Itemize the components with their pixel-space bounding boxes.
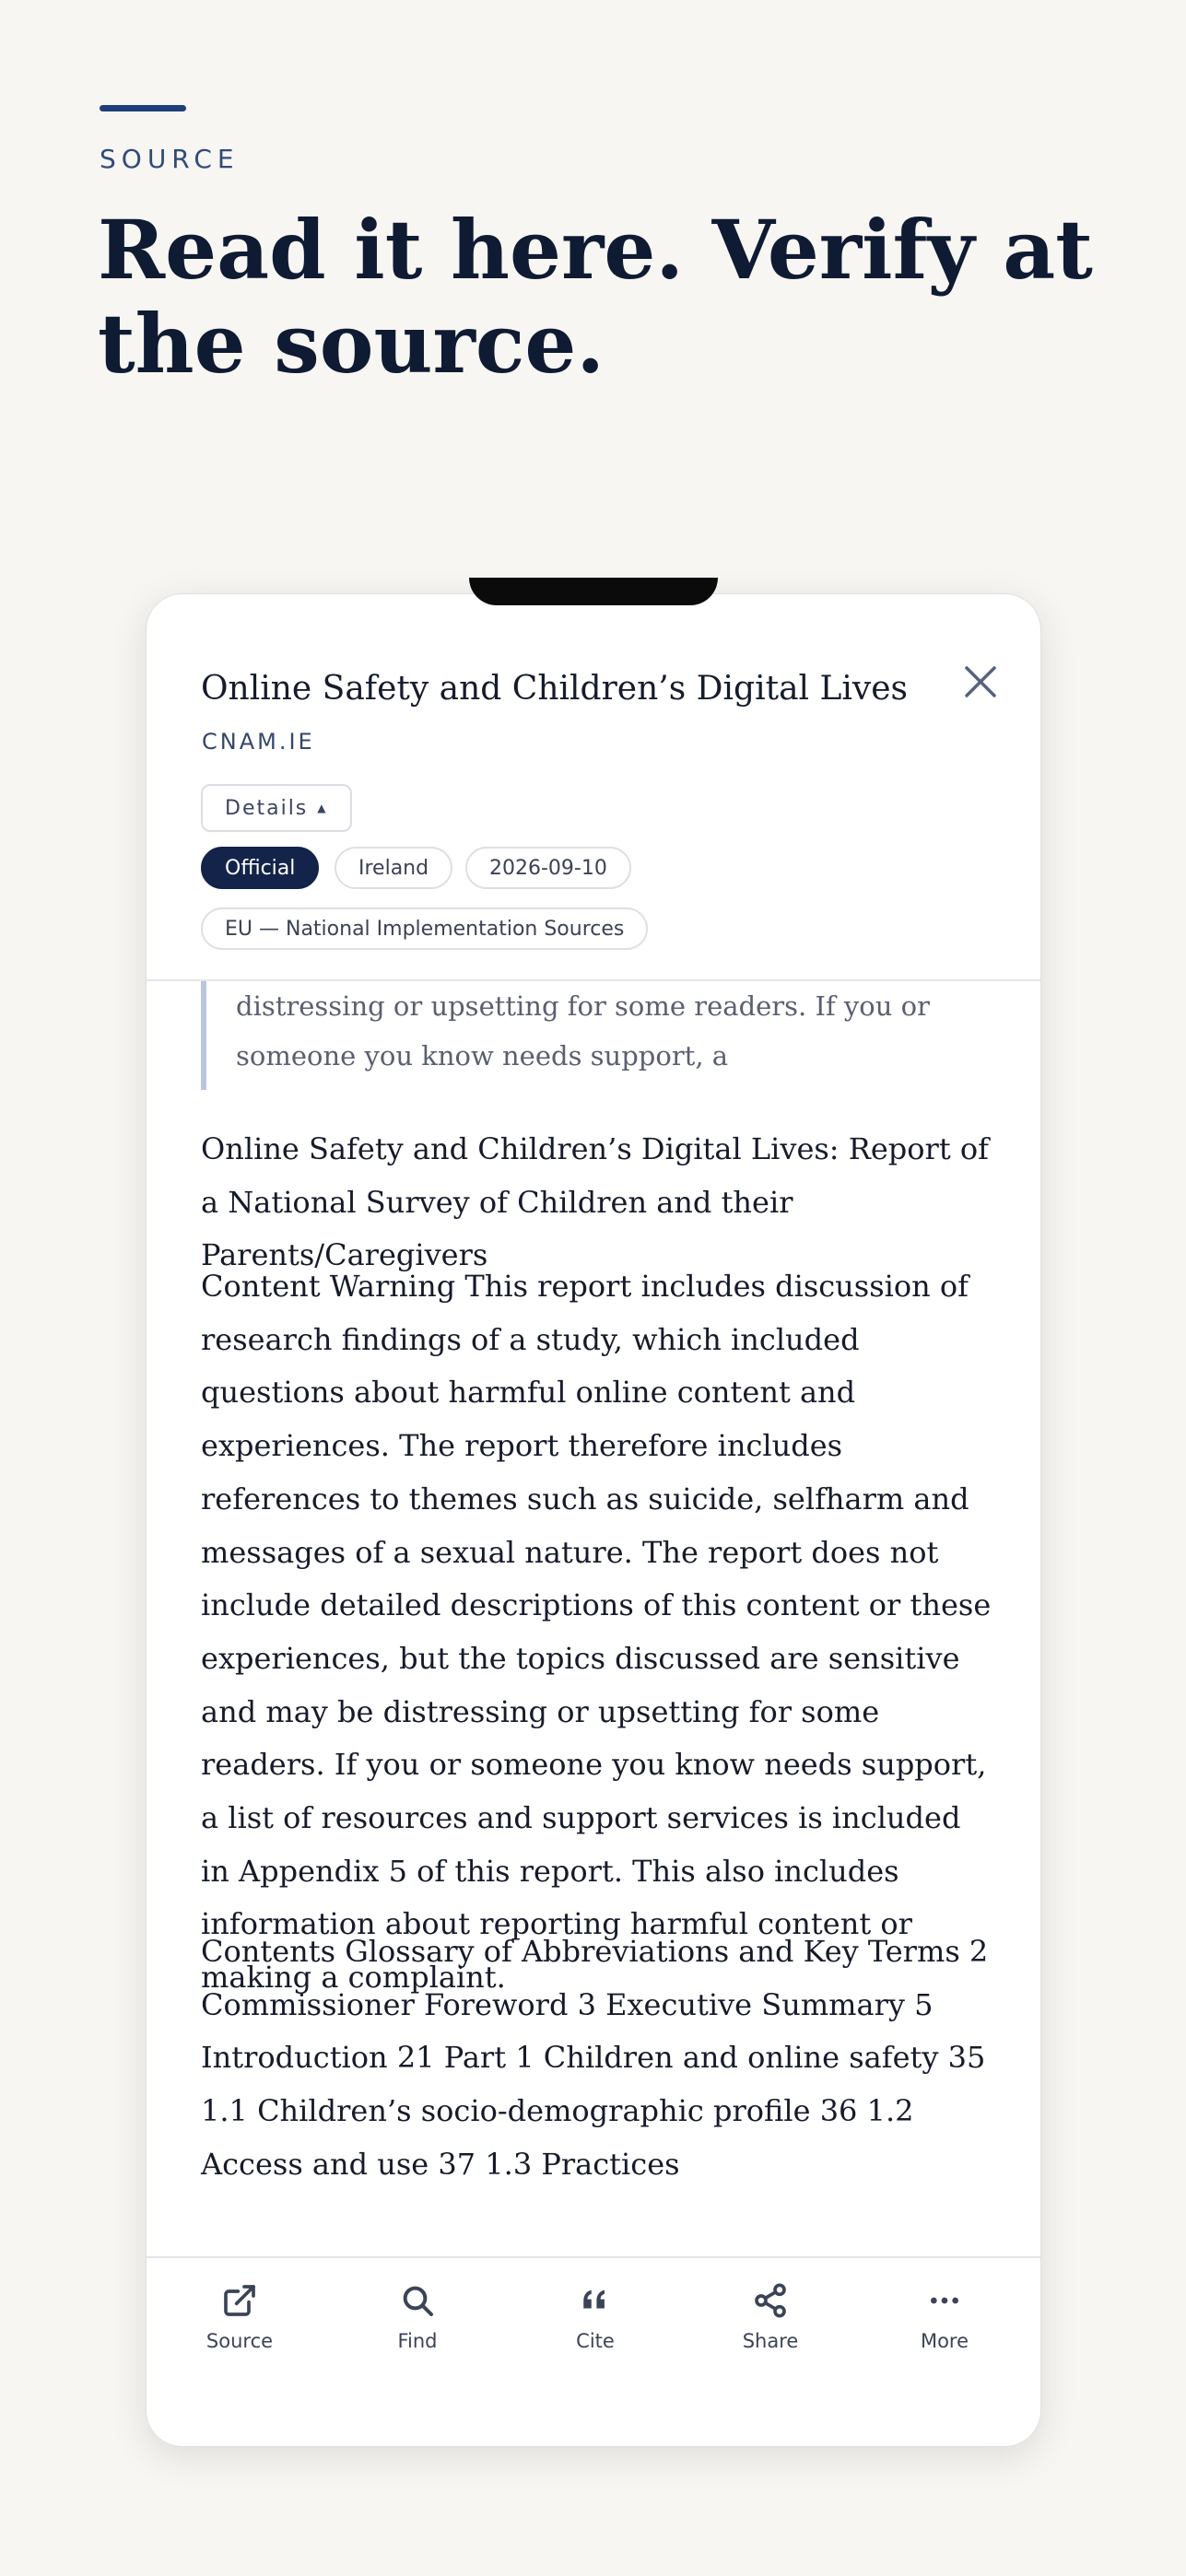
document-title: Online Safety and Children’s Digital Lives [201, 670, 909, 708]
toolbar-source-button[interactable] [184, 2280, 295, 2352]
content-paragraph-warning: Content Warning This report includes discussion of research findings of a study, which included questions about harmful online content and experiences. The report therefore includes references to themes such as suicide, selfharm and messages of a sexual nature. The report does not include detailed descriptions of this content or these experiences, but the topics discussed are sensitive and may be distressing or upsetting for some readers. If you or someone you know needs support, a list of resources and support services is included in Appendix 5 of this report. This also includes information about reporting harmful content or making a complaint. [201, 1269, 992, 1996]
details-toggle-button[interactable] [201, 784, 352, 832]
phone-frame [146, 593, 1041, 2447]
details-label: Details [225, 796, 309, 820]
more-icon [924, 2280, 965, 2321]
caret-up-icon: ▲ [317, 802, 328, 814]
source-domain: CNAM.IE [202, 729, 315, 755]
close-icon [963, 664, 998, 699]
external-link-icon [219, 2280, 260, 2321]
toolbar-find-button[interactable] [362, 2280, 473, 2352]
toolbar-cite-label: Cite [576, 2330, 615, 2352]
toolbar-share-label: Share [742, 2330, 799, 2352]
toolbar-find-label: Find [397, 2330, 438, 2352]
section-eyebrow: SOURCE [100, 144, 240, 174]
quote-icon [575, 2280, 616, 2321]
tag-country[interactable]: Ireland [335, 847, 452, 889]
toolbar-share-button[interactable] [715, 2280, 826, 2352]
tag-date[interactable]: 2026-09-10 [465, 847, 631, 889]
toolbar-source-label: Source [205, 2330, 274, 2352]
close-button[interactable] [957, 659, 1004, 705]
toolbar-divider [147, 2256, 1040, 2258]
page-headline: Read it here. Verify at the source. [98, 202, 1093, 392]
search-icon [397, 2280, 438, 2321]
tag-official[interactable]: Official [201, 847, 319, 889]
toolbar-more-label: More [920, 2330, 969, 2352]
tag-collection[interactable]: EU — National Implementation Sources [201, 907, 648, 950]
toolbar-more-button[interactable] [889, 2280, 1000, 2352]
phone-notch [469, 578, 718, 605]
toolbar-cite-button[interactable] [540, 2280, 651, 2352]
content-paragraph-contents: Contents Glossary of Abbreviations and Key Terms 2 Commissioner Foreword 3 Executive Summary 5 Introduction 21 Part 1 Children and online safety 35 1.1 Children’s socio-demographic profile 36 1.2 Access and use 37 1.3 Practices [201, 1934, 989, 2182]
highlight-quote: distressing or upsetting for some readers. If you or someone you know needs support, a [201, 981, 992, 1090]
share-icon [750, 2280, 791, 2321]
content-paragraph-title: Online Safety and Children’s Digital Lives: Report of a National Survey of Children and their Parents/Caregivers [201, 1131, 989, 1273]
document-content[interactable] [147, 981, 1040, 2182]
accent-bar [100, 105, 186, 111]
